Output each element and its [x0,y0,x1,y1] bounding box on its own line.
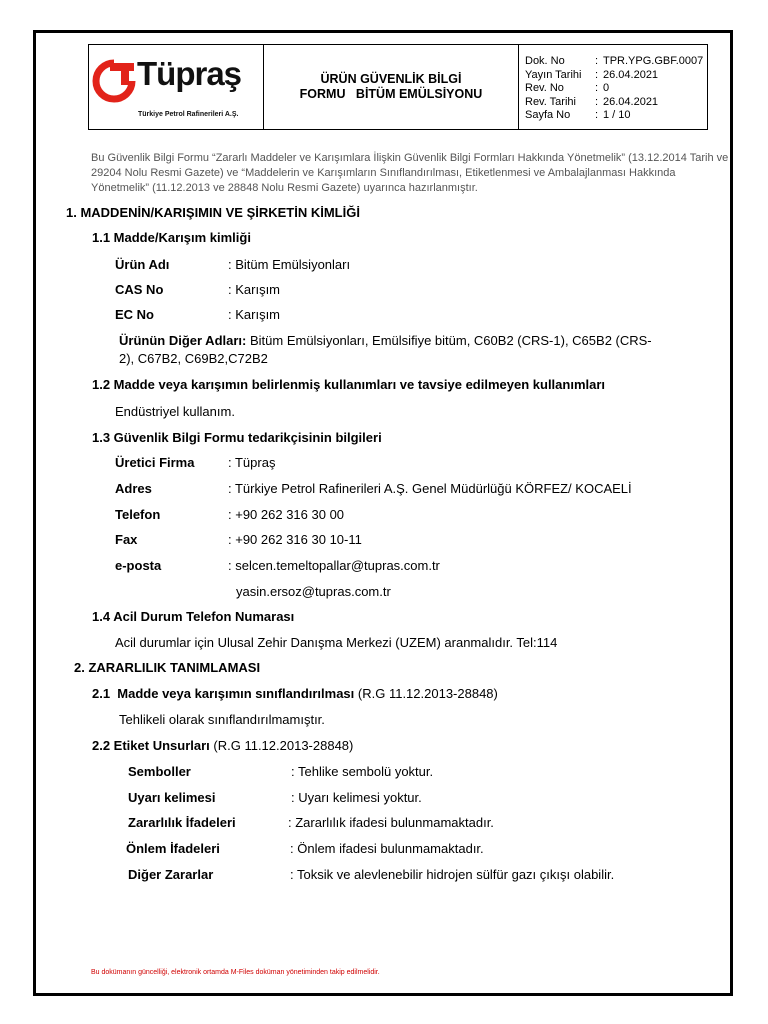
subsection-2-2-heading: 2.2 Etiket Unsurları [92,738,210,753]
field-value: : Uyarı kelimesi yoktur. [291,790,422,805]
subsection-2-1-ref: (R.G 11.12.2013-28848) [354,686,498,701]
field-label: Semboller [128,764,191,779]
field-value: : +90 262 316 30 00 [228,507,345,522]
other-names-continued: 2), C67B2, C69B2,C72B2 [119,351,268,366]
field-label: e-posta [115,558,162,573]
field-value: : Tüpraş [228,455,276,470]
email-link-2[interactable]: yasin.ersoz@tupras.com.tr [236,584,391,599]
document-title-line1: ÜRÜN GÜVENLİK BİLGİ [320,72,462,86]
field-value: : Karışım [228,282,281,297]
field-value: : Bitüm Emülsiyonları [228,257,351,272]
subsection-1-1-title: 1.1 Madde/Karışım kimliği [92,230,251,245]
field-label: Zararlılık İfadeleri [128,815,236,830]
section-2-title: 2. ZARARLILIK TANIMLAMASI [74,660,261,675]
field-label: Diğer Zararlar [128,867,214,882]
other-names [119,333,652,348]
other-names-label: Ürünün Diğer Adları: [119,333,247,348]
intro-paragraph: Bu Güvenlik Bilgi Formu “Zararlı Maddeler ve Karışımlara İlişkin Güvenlik Bilgi Formları Hakkında Yönetmelik” (13.12.2014 Tarih ve 29204 Nolu Resmi Gazete) ve “Maddelerin ve Karışımların Sınıflandırılması, Etiketlenmesi ve Ambalajlanması Hakkında Yönetmelik” (11.12.2013 ve 28848 Nolu Resmi Gazete) uyarınca hazırlanmıştır. [91,152,729,194]
field-value: : Türkiye Petrol Rafinerileri A.Ş. Genel Müdürlüğü KÖRFEZ/ KOCAELİ [228,481,632,496]
meta-key: Yayın Tarihi [525,68,582,81]
document-meta [519,45,707,129]
footer-note: Bu dokümanın güncelliği, elektronik ortamda M-Files doküman yönetiminden takip edilmelidir. [91,969,380,976]
field-value: : Karışım [228,307,281,322]
document-header [88,44,708,130]
emergency-text: Acil durumlar için Ulusal Zehir Danışma Merkezi (UZEM) aranmalıdır. Tel:114 [115,635,558,650]
meta-value: 1 / 10 [603,109,631,121]
meta-row: Sayfa No : 1 / 10 [525,109,631,121]
logo-subtitle: Türkiye Petrol Rafinerileri A.Ş. [138,111,239,118]
logo-wordmark: Tüpraş [137,55,242,92]
field-value: : +90 262 316 30 10-11 [228,532,362,547]
subsection-1-4-title: 1.4 Acil Durum Telefon Numarası [92,609,295,624]
field-label: Ürün Adı [115,257,170,272]
field-label: CAS No [115,282,164,297]
subsection-2-2-title [92,738,353,753]
field-label: Uyarı kelimesi [128,790,216,805]
field-label: Üretici Firma [115,455,195,470]
meta-row: Dok. No : TPR.YPG.GBF.0007 [525,55,704,67]
field-label: Önlem İfadeleri [126,841,220,856]
meta-row: Rev. Tarihi : 26.04.2021 [525,95,659,108]
meta-key: Rev. Tarihi [525,95,576,108]
section-1-title: 1. MADDENİN/KARIŞIMIN VE ŞİRKETİN KİMLİĞİ [66,205,360,220]
meta-value: TPR.YPG.GBF.0007 [603,55,704,67]
field-value: : Tehlike sembolü yoktur. [291,764,434,779]
field-value: : Önlem ifadesi bulunmamaktadır. [290,841,484,856]
meta-value: 26.04.2021 [603,95,659,108]
classification-text: Tehlikeli olarak sınıflandırılmamıştır. [119,712,325,727]
meta-key: Rev. No [525,82,564,94]
subsection-1-3-title: 1.3 Güvenlik Bilgi Formu tedarikçisinin bilgileri [92,430,382,445]
subsection-1-2-title: 1.2 Madde veya karışımın belirlenmiş kullanımları ve tavsiye edilmeyen kullanımları [92,377,606,392]
field-label: Telefon [115,507,161,522]
email-link[interactable]: : selcen.temeltopallar@tupras.com.tr [228,558,440,573]
usage-text: Endüstriyel kullanım. [115,404,235,419]
meta-row: Yayın Tarihi : 26.04.2021 [525,68,659,81]
field-label: Fax [115,532,138,547]
field-label: EC No [115,307,154,322]
meta-value: 26.04.2021 [603,68,659,81]
field-label: Adres [115,481,152,496]
meta-value: 0 [603,82,610,94]
subsection-2-1-heading: 2.1 Madde veya karışımın sınıflandırılması [92,686,355,701]
meta-key: Sayfa No [525,109,571,121]
meta-row: Rev. No : 0 [525,82,610,94]
company-logo [89,45,264,129]
field-value: : Toksik ve alevlenebilir hidrojen sülfür gazı çıkışı olabilir. [290,867,615,882]
subsection-2-2-ref: (R.G 11.12.2013-28848) [209,738,354,753]
other-names-value: Bitüm Emülsiyonları, Emülsifiye bitüm, C60B2 (CRS-1), C65B2 (CRS- [246,333,652,348]
meta-key: Dok. No [525,55,565,67]
field-value: : Zararlılık ifadesi bulunmamaktadır. [288,815,494,830]
tupras-logo-mark-icon [92,59,136,103]
subsection-2-1-title [92,686,498,701]
document-title-line2: FORMU BİTÜM EMÜLSİYONU [299,87,483,101]
document-title [264,45,519,129]
